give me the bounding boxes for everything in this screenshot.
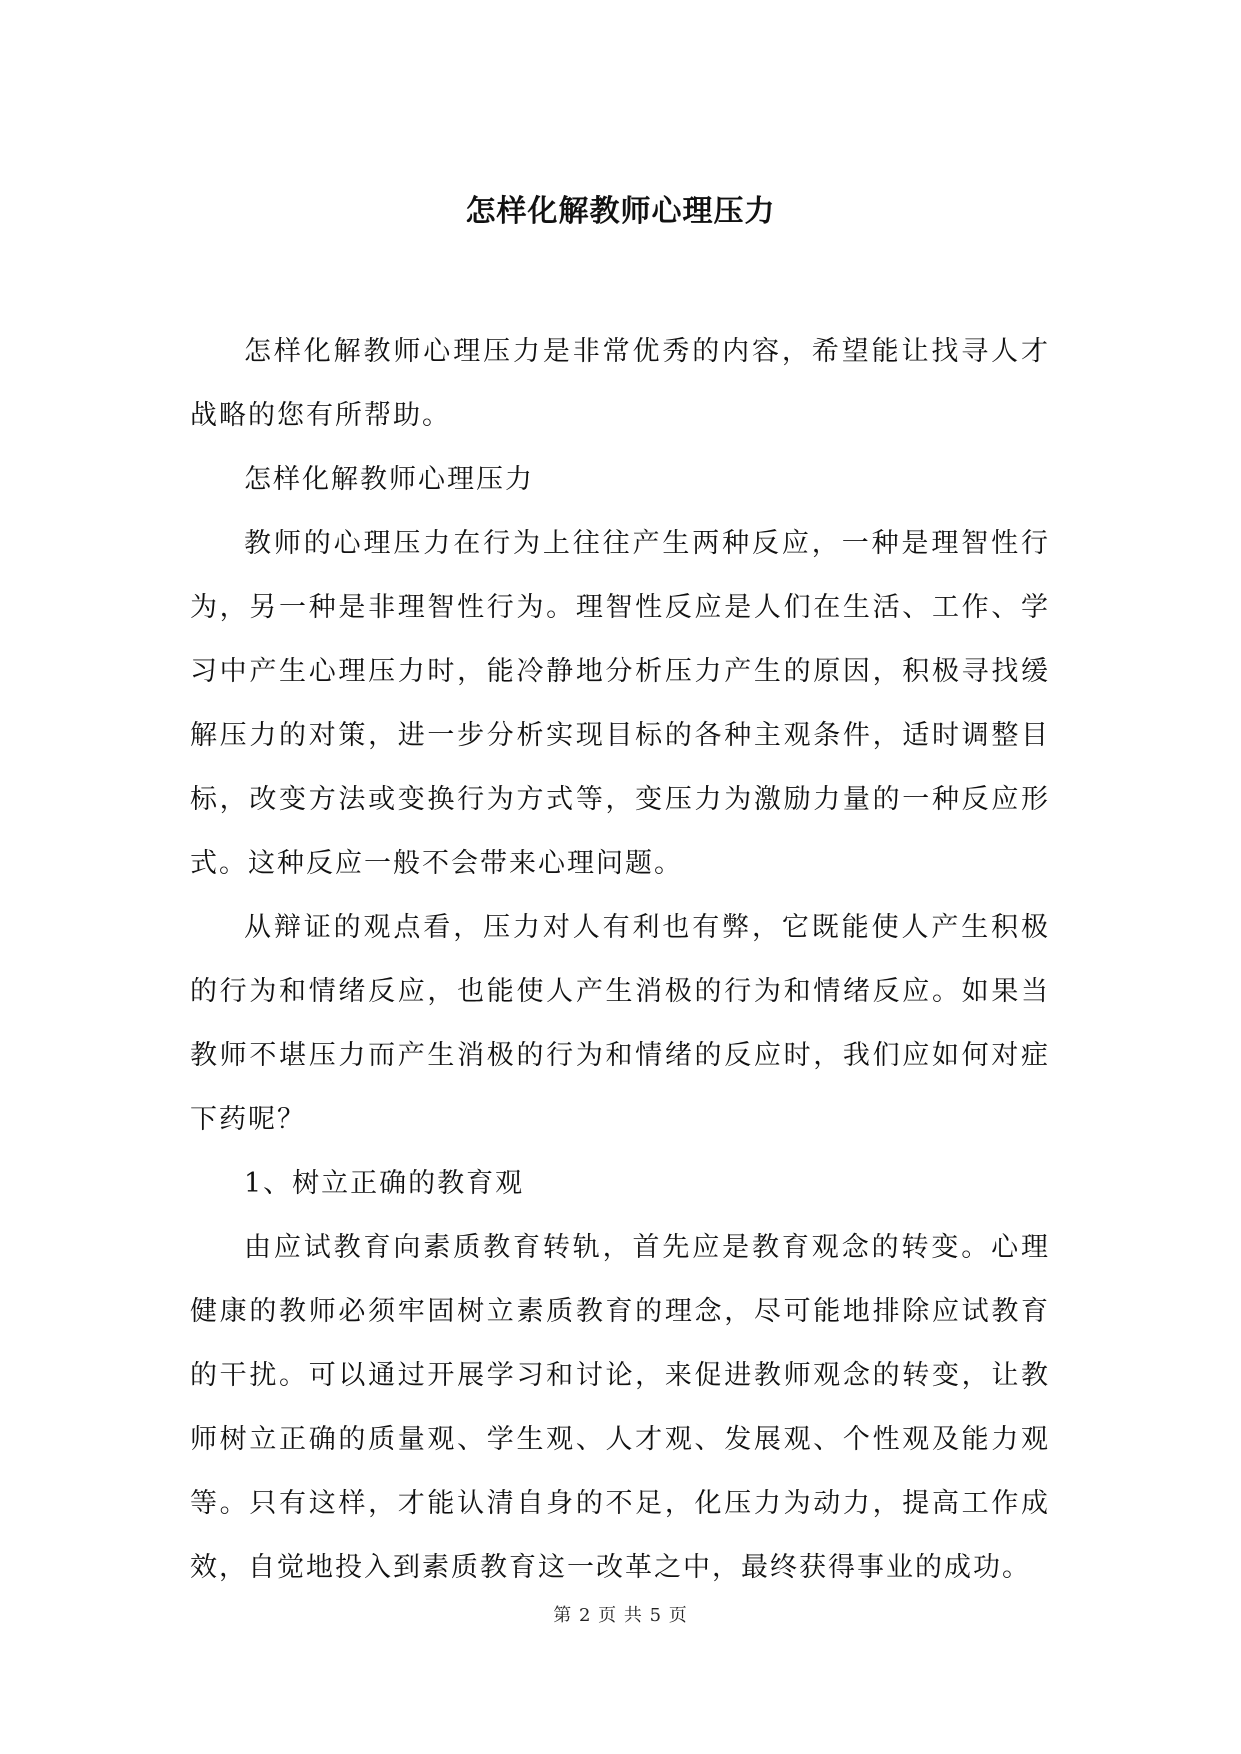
body-paragraph: 从辩证的观点看，压力对人有利也有弊，它既能使人产生积极的行为和情绪反应，也能使人产生消极的行为和情绪反应。如果当教师不堪压力而产生消极的行为和情绪的反应时，我们应如何对症下药呢？ <box>190 912 1050 1135</box>
document-body <box>190 320 1050 1600</box>
page-title: 怎样化解教师心理压力 <box>465 194 776 229</box>
intro-paragraph: 怎样化解教师心理压力是非常优秀的内容，希望能让找寻人才战略的您有所帮助。 <box>190 336 1050 431</box>
body-paragraph: 由应试教育向素质教育转轨，首先应是教育观念的转变。心理健康的教师必须牢固树立素质教育的理念，尽可能地排除应试教育的干扰。可以通过开展学习和讨论，来促进教师观念的转变，让教师树立正确的质量观、学生观、人才观、发展观、个性观及能力观等。只有这样，才能认清自身的不足，化压力为动力，提高工作成效，自觉地投入到素质教育这一改革之中，最终获得事业的成功。 <box>190 1232 1050 1583</box>
body-paragraph: 教师的心理压力在行为上往往产生两种反应，一种是理智性行为，另一种是非理智性行为。理智性反应是人们在生活、工作、学习中产生心理压力时，能冷静地分析压力产生的原因，积极寻找缓解压力的对策，进一步分析实现目标的各种主观条件，适时调整目标，改变方法或变换行为方式等，变压力为激励力量的一种反应形式。这种反应一般不会带来心理问题。 <box>190 528 1050 879</box>
subsection-heading: 1、树立正确的教育观 <box>244 1168 525 1199</box>
page-footer: 第 2 页 共 5 页 <box>553 1605 688 1626</box>
section-heading: 怎样化解教师心理压力 <box>244 464 534 495</box>
